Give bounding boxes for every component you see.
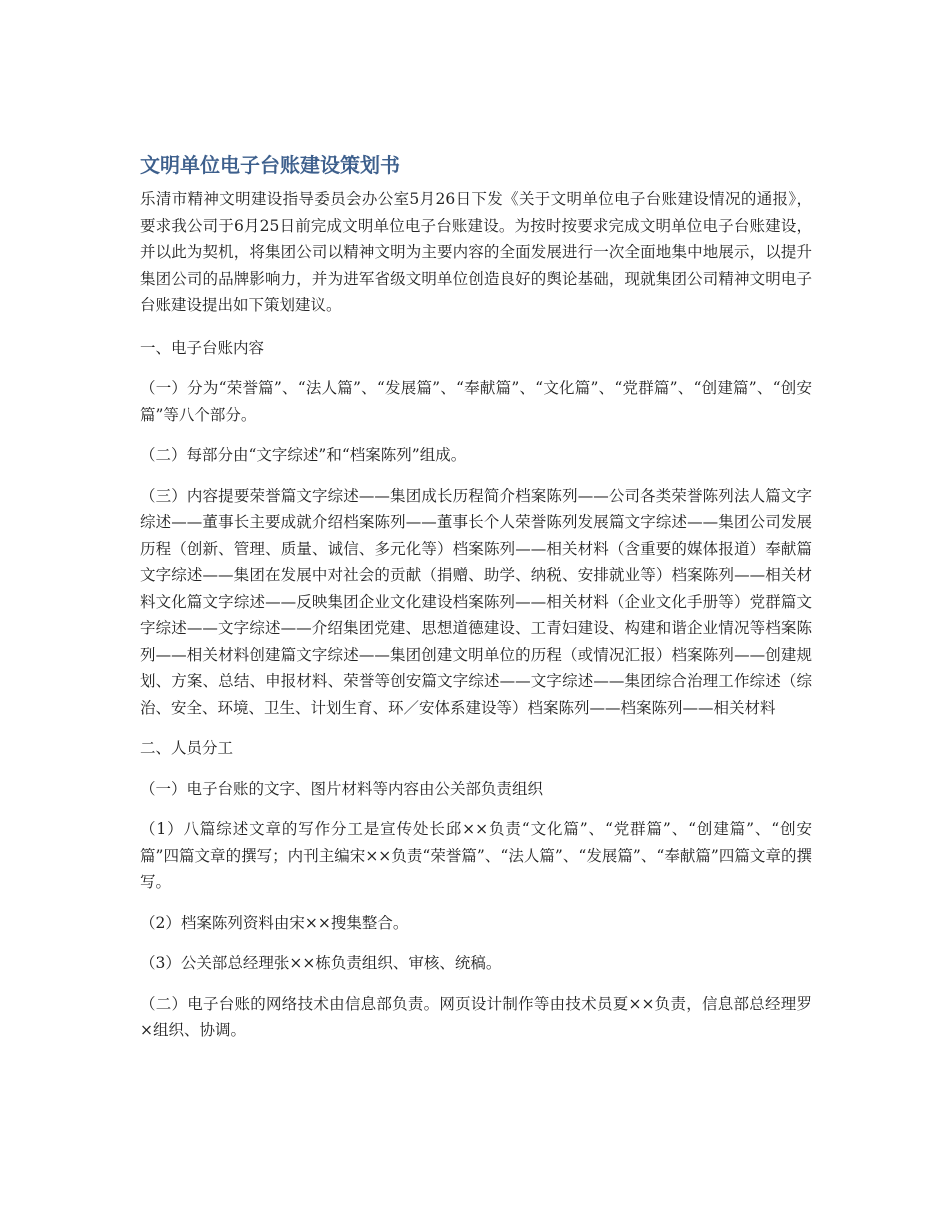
document-page — [140, 150, 812, 1058]
content-item-2: （二）每部分由“文字综述”和“档案陈列”组成。 — [140, 446, 467, 464]
staffing-item-1: （一）电子台账的文字、图片材料等内容由公关部负责组织 — [140, 779, 544, 798]
intro-paragraph: 乐清市精神文明建设指导委员会办公室5月26日下发《关于文明单位电子台账建设情况的通报》，要求我公司于6月25日前完成文明单位电子台账建设。为按时按要求完成文明单位电子台账建设，并以此为契机，将集团公司以精神文明为主要内容的全面发展进行一次全面地集中地展示，以提升集团公司的品牌影响力，并为进军省级文明单位创造良好的舆论基础，现就集团公司精神文明电子台账建设提出如下策划建议。 — [140, 190, 812, 314]
document-title: 文明单位电子台账建设策划书 — [140, 153, 400, 177]
staffing-subitem-2: （2）档案陈列资料由宋××搜集整合。 — [140, 913, 409, 932]
section-heading-content: 一、电子台账内容 — [140, 338, 265, 357]
staffing-subitem-3: （3）公关部总经理张××栋负责组织、审核、统稿。 — [140, 954, 502, 972]
content-item-1: （一）分为“荣誉篇”、“法人篇”、“发展篇”、“奉献篇”、“文化篇”、“党群篇”、“创建篇”、“创安篇”等八个部分。 — [140, 379, 812, 424]
content-item-3: （三）内容提要荣誉篇文字综述——集团成长历程简介档案陈列——公司各类荣誉陈列法人篇文字综述——董事长主要成就介绍档案陈列——董事长个人荣誉陈列发展篇文字综述——集团公司发展历程（创新、管理、质量、诚信、多元化等）档案陈列——相关材料（含重要的媒体报道）奉献篇文字综述——集团在发展中对社会的贡献（捐赠、助学、纳税、安排就业等）档案陈列——相关材料文化篇文字综述——反映集团企业文化建设档案陈列——相关材料（企业文化手册等）党群篇文字综述——文字综述——介绍集团党建、思想道德建设、工青妇建设、构建和谐企业情况等档案陈列——相关材料创建篇文字综述——集团创建文明单位的历程（或情况汇报）档案陈列——创建规划、方案、总结、申报材料、荣誉等创安篇文字综述——文字综述——集团综合治理工作综述（综治、安全、环境、卫生、计划生育、环／安体系建设等）档案陈列——档案陈列——相关材料 — [140, 486, 812, 717]
staffing-subitem-1: （1）八篇综述文章的写作分工是宣传处长邱××负责“文化篇”、“党群篇”、“创建篇”、“创安篇”四篇文章的撰写；内刊主编宋××负责“荣誉篇”、“法人篇”、“发展篇”、“奉献篇”四篇文章的撰写。 — [140, 820, 812, 891]
section-heading-staffing: 二、人员分工 — [140, 739, 234, 757]
staffing-item-2: （二）电子台账的网络技术由信息部负责。网页设计制作等由技术员夏××负责，信息部总经理罗×组织、协调。 — [140, 994, 812, 1039]
